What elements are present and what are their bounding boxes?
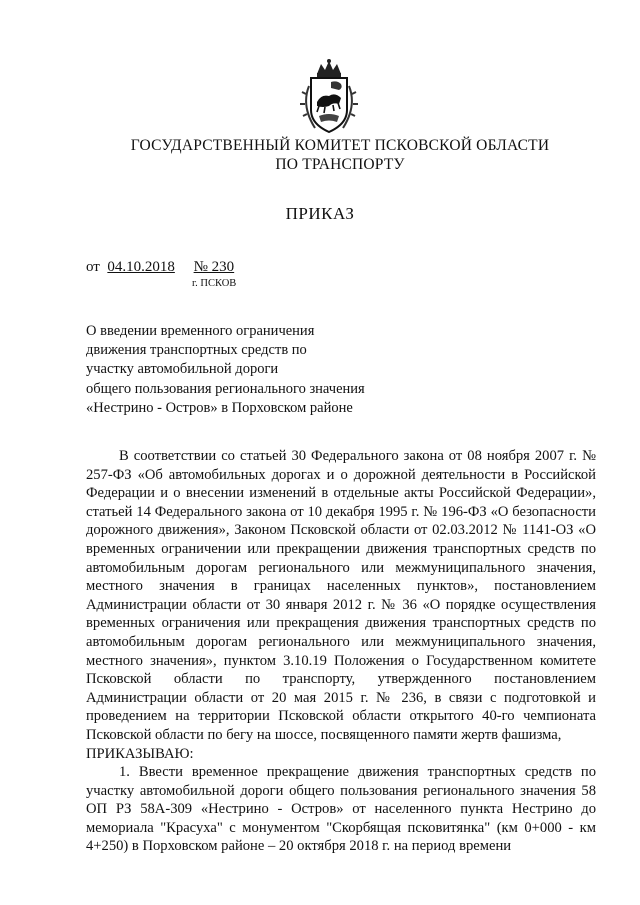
order-body [86,447,596,856]
subject-line: «Нестрино - Остров» в Порховском районе [86,399,353,416]
date-number-line [86,259,234,276]
subject-line: О введении временного ограничения [86,323,315,339]
order-directive: ПРИКАЗЫВАЮ: [86,745,194,762]
org-line-2: ПО ТРАНСПОРТУ [275,156,405,173]
coat-of-arms-icon [297,58,361,136]
org-line-1: ГОСУДАРСТВЕННЫЙ КОМИТЕТ ПСКОВСКОЙ ОБЛАСТИ [130,137,550,154]
order-number: № 230 [193,259,235,275]
preamble-paragraph: В соответствии со статьей 30 Федерального закона от 08 ноября 2007 г. № 257-ФЗ «Об автомобильных дорогах и о дорожной деятельности в Российской Федерации и о внесении изменений в отдельные акты Российской Федерации», статьей 14 Федерального закона от 10 декабря 1995 г. № 196-ФЗ «О безопасности дорожного движения», Законом Псковской области от 02.03.2012 № 1141-ОЗ «О временных ограничении или прекращении движения транспортных средств по автомобильным дорогам регионального или межмуниципального значения, местного значения в границах населенных пунктов», постановлением Администрации области от 30 января 2012 г. № 36 «О порядке осуществления временных ограничения или прекращения движения транспортных средств по автомобильным дорогам регионального или межмуниципального значения, местного значения», пунктом 3.10.19 Положения о Государственном комитете Псковской области по транспорту, утвержденного постановлением Администрации области от 20 мая 2015 г. № 236, в связи с подготовкой и проведением на территории Псковской области открытого 40-го чемпионата Псковской области по бегу на шоссе, посвященного памяти жертв фашизма, [86,448,596,743]
order-subject [86,322,365,418]
date-prefix: от [86,259,100,275]
order-item-1: 1. Ввести временное прекращение движения транспортных средств по участку автомобильной дороги общего пользования регионального значения 58 ОП РЗ 58А-309 «Нестрино - Остров» от населенного пункта Нестрино до мемориала "Красуха" с монументом "Скорбящая псковитянка" (км 0+000 - км 4+250) в Порховском районе – 20 октября 2018 г. на период времени [86,764,596,855]
document-type-title: ПРИКАЗ [285,204,355,223]
order-date: 04.10.2018 [107,259,175,275]
subject-line: общего пользования регионального значения [86,380,365,397]
city-label: г. ПСКОВ [192,278,237,289]
subject-line: движения транспортных средств по [86,342,307,359]
organization-name [80,136,600,174]
subject-line: участку автомобильной дороги [86,361,279,378]
